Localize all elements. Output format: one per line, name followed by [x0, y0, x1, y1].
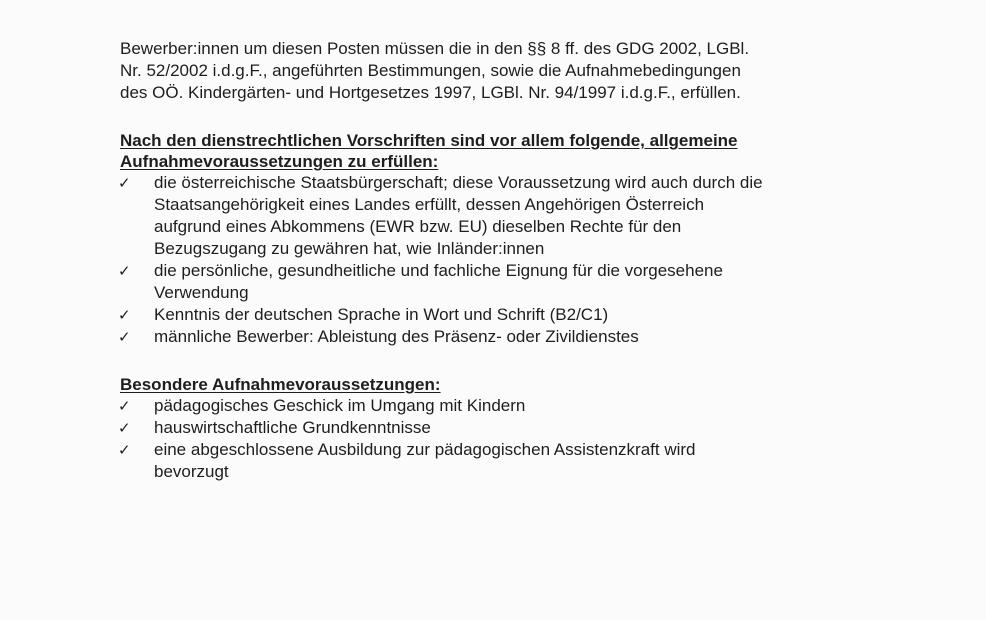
- intro-line: Nr. 52/2002 i.d.g.F., angeführten Bestimmungen, sowie die Aufnahmebedingungen: [120, 61, 741, 80]
- item-line: eine abgeschlossene Ausbildung zur pädagogischen Assistenzkraft wird: [154, 440, 696, 459]
- checkmark-icon: ✓: [118, 306, 131, 324]
- general-requirements-list: [120, 172, 880, 348]
- checkmark-icon: ✓: [118, 174, 131, 192]
- document-page: [120, 38, 880, 483]
- item-line: Verwendung: [154, 283, 249, 302]
- list-item: [120, 260, 880, 304]
- intro-line: des OÖ. Kindergärten- und Hortgesetzes 1997, LGBl. Nr. 94/1997 i.d.g.F., erfüllen.: [120, 83, 741, 102]
- list-item: [120, 172, 880, 260]
- special-requirements-list: [120, 395, 880, 483]
- item-line: die persönliche, gesundheitliche und fachliche Eignung für die vorgesehene: [154, 261, 723, 280]
- heading-line: Aufnahmevoraussetzungen zu erfüllen:: [120, 152, 439, 171]
- list-item: [120, 417, 880, 439]
- item-line: die österreichische Staatsbürgerschaft; diese Voraussetzung wird auch durch die: [154, 173, 763, 192]
- item-line: hauswirtschaftliche Grundkenntnisse: [154, 418, 431, 437]
- checkmark-icon: ✓: [118, 262, 131, 280]
- list-item: [120, 439, 880, 483]
- list-item: [120, 395, 880, 417]
- item-line: pädagogisches Geschick im Umgang mit Kindern: [154, 396, 526, 415]
- checkmark-icon: ✓: [118, 441, 131, 459]
- special-requirements-heading: [120, 374, 880, 395]
- item-line: Bezugszugang zu gewähren hat, wie Inländer:innen: [154, 239, 545, 258]
- general-requirements-heading: [120, 130, 880, 172]
- checkmark-icon: ✓: [118, 328, 131, 346]
- heading-line: Nach den dienstrechtlichen Vorschriften sind vor allem folgende, allgemeine: [120, 131, 738, 150]
- list-item: [120, 304, 880, 326]
- item-line: bevorzugt: [154, 462, 229, 481]
- checkmark-icon: ✓: [118, 397, 131, 415]
- item-line: Kenntnis der deutschen Sprache in Wort und Schrift (B2/C1): [154, 305, 609, 324]
- intro-paragraph: [120, 38, 880, 104]
- item-line: aufgrund eines Abkommens (EWR bzw. EU) dieselben Rechte für den: [154, 217, 682, 236]
- item-line: Staatsangehörigkeit eines Landes erfüllt, dessen Angehörigen Österreich: [154, 195, 705, 214]
- list-item: [120, 326, 880, 348]
- heading-line: Besondere Aufnahmevoraussetzungen:: [120, 375, 441, 394]
- item-line: männliche Bewerber: Ableistung des Präsenz- oder Zivildienstes: [154, 327, 639, 346]
- intro-line: Bewerber:innen um diesen Posten müssen die in den §§ 8 ff. des GDG 2002, LGBl.: [120, 39, 750, 58]
- checkmark-icon: ✓: [118, 419, 131, 437]
